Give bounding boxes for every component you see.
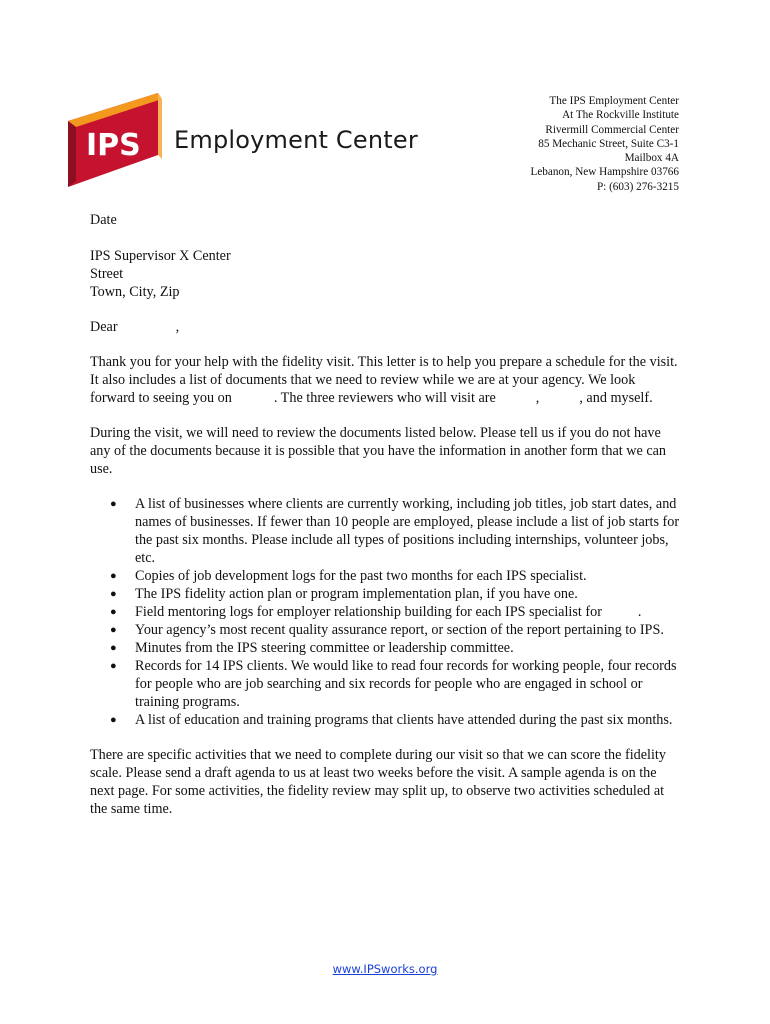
intro-text-reviewers: . The three reviewers who will visit are	[273, 390, 496, 406]
recipient-line: IPS Supervisor X Center	[90, 248, 231, 264]
list-item: ● Minutes from the IPS steering committee or leadership committee.	[110, 640, 514, 656]
address-line: Rivermill Commercial Center	[545, 123, 679, 136]
documents-paragraph: During the visit, we will need to review the documents listed below. Please tell us if you do not have any of the documents because it is possible that you have the information in another form that we can use.	[90, 425, 667, 477]
ips-logo-mark	[66, 93, 166, 189]
footer	[0, 962, 770, 976]
intro-text-end: and myself.	[586, 390, 653, 406]
sender-address	[530, 94, 679, 194]
address-phone: P: (603) 276-3215	[596, 180, 679, 193]
address-line: Lebanon, New Hampshire 03766	[530, 166, 679, 179]
intro-comma: ,	[535, 390, 540, 406]
activities-paragraph: There are specific activities that we need to complete during our visit so that we can score the fidelity scale. Please send a draft agenda to us at least two weeks before the visit. A sample agenda is on the next page. For some activities, the fidelity review may split up, to observe two activities scheduled at the same time.	[90, 747, 666, 817]
ips-logo	[66, 93, 418, 189]
list-item: ● Records for 14 IPS clients. We would like to read four records for working people, four records for people who are job searching and six records for people who are engaged in school or training programs.	[110, 658, 677, 710]
ips-logo-letters: IPS	[86, 128, 141, 163]
recipient-line: Town, City, Zip	[90, 284, 180, 300]
list-item: ● A list of education and training programs that clients have attended during the past six months.	[110, 712, 673, 728]
list-item: ● Copies of job development logs for the past two months for each IPS specialist.	[110, 568, 587, 584]
letter-body	[90, 211, 682, 818]
address-line: Mailbox 4A	[624, 152, 679, 165]
list-item: ● Your agency’s most recent quality assurance report, or section of the report pertaining to IPS.	[110, 622, 664, 638]
list-item: ● The IPS fidelity action plan or program implementation plan, if you have one.	[110, 586, 578, 602]
list-item: ● A list of businesses where clients are currently working, including job titles, job start dates, and names of businesses. If fewer than 10 people are employed, please include a list of job starts for the past six months. Please include all types of positions including internships, volunteer jobs, etc.	[110, 496, 680, 566]
intro-comma: ,	[579, 390, 583, 406]
salutation	[90, 318, 682, 336]
salutation-prefix: Dear	[90, 319, 118, 335]
intro-paragraph	[90, 353, 682, 407]
website-link[interactable]: www.IPSworks.org	[332, 962, 438, 976]
documents-list	[90, 495, 682, 729]
list-item: ● Field mentoring logs for employer relationship building for each IPS specialist for .	[110, 604, 642, 620]
intro-text: Thank you for your help with the fidelity visit. This letter is to help you prepare a schedule for the visit. It also includes a list of documents that we need to review while we are at your agency. We look forward to seeing you on	[90, 354, 678, 406]
recipient-block	[90, 247, 682, 301]
recipient-line: Street	[90, 266, 124, 282]
address-line: The IPS Employment Center	[549, 95, 679, 107]
letter-date: Date	[90, 212, 117, 228]
address-line: At The Rockville Institute	[562, 109, 679, 122]
address-line: 85 Mechanic Street, Suite C3-1	[538, 137, 679, 150]
salutation-comma: ,	[175, 319, 180, 335]
logo-wordmark: Employment Center	[174, 126, 418, 154]
